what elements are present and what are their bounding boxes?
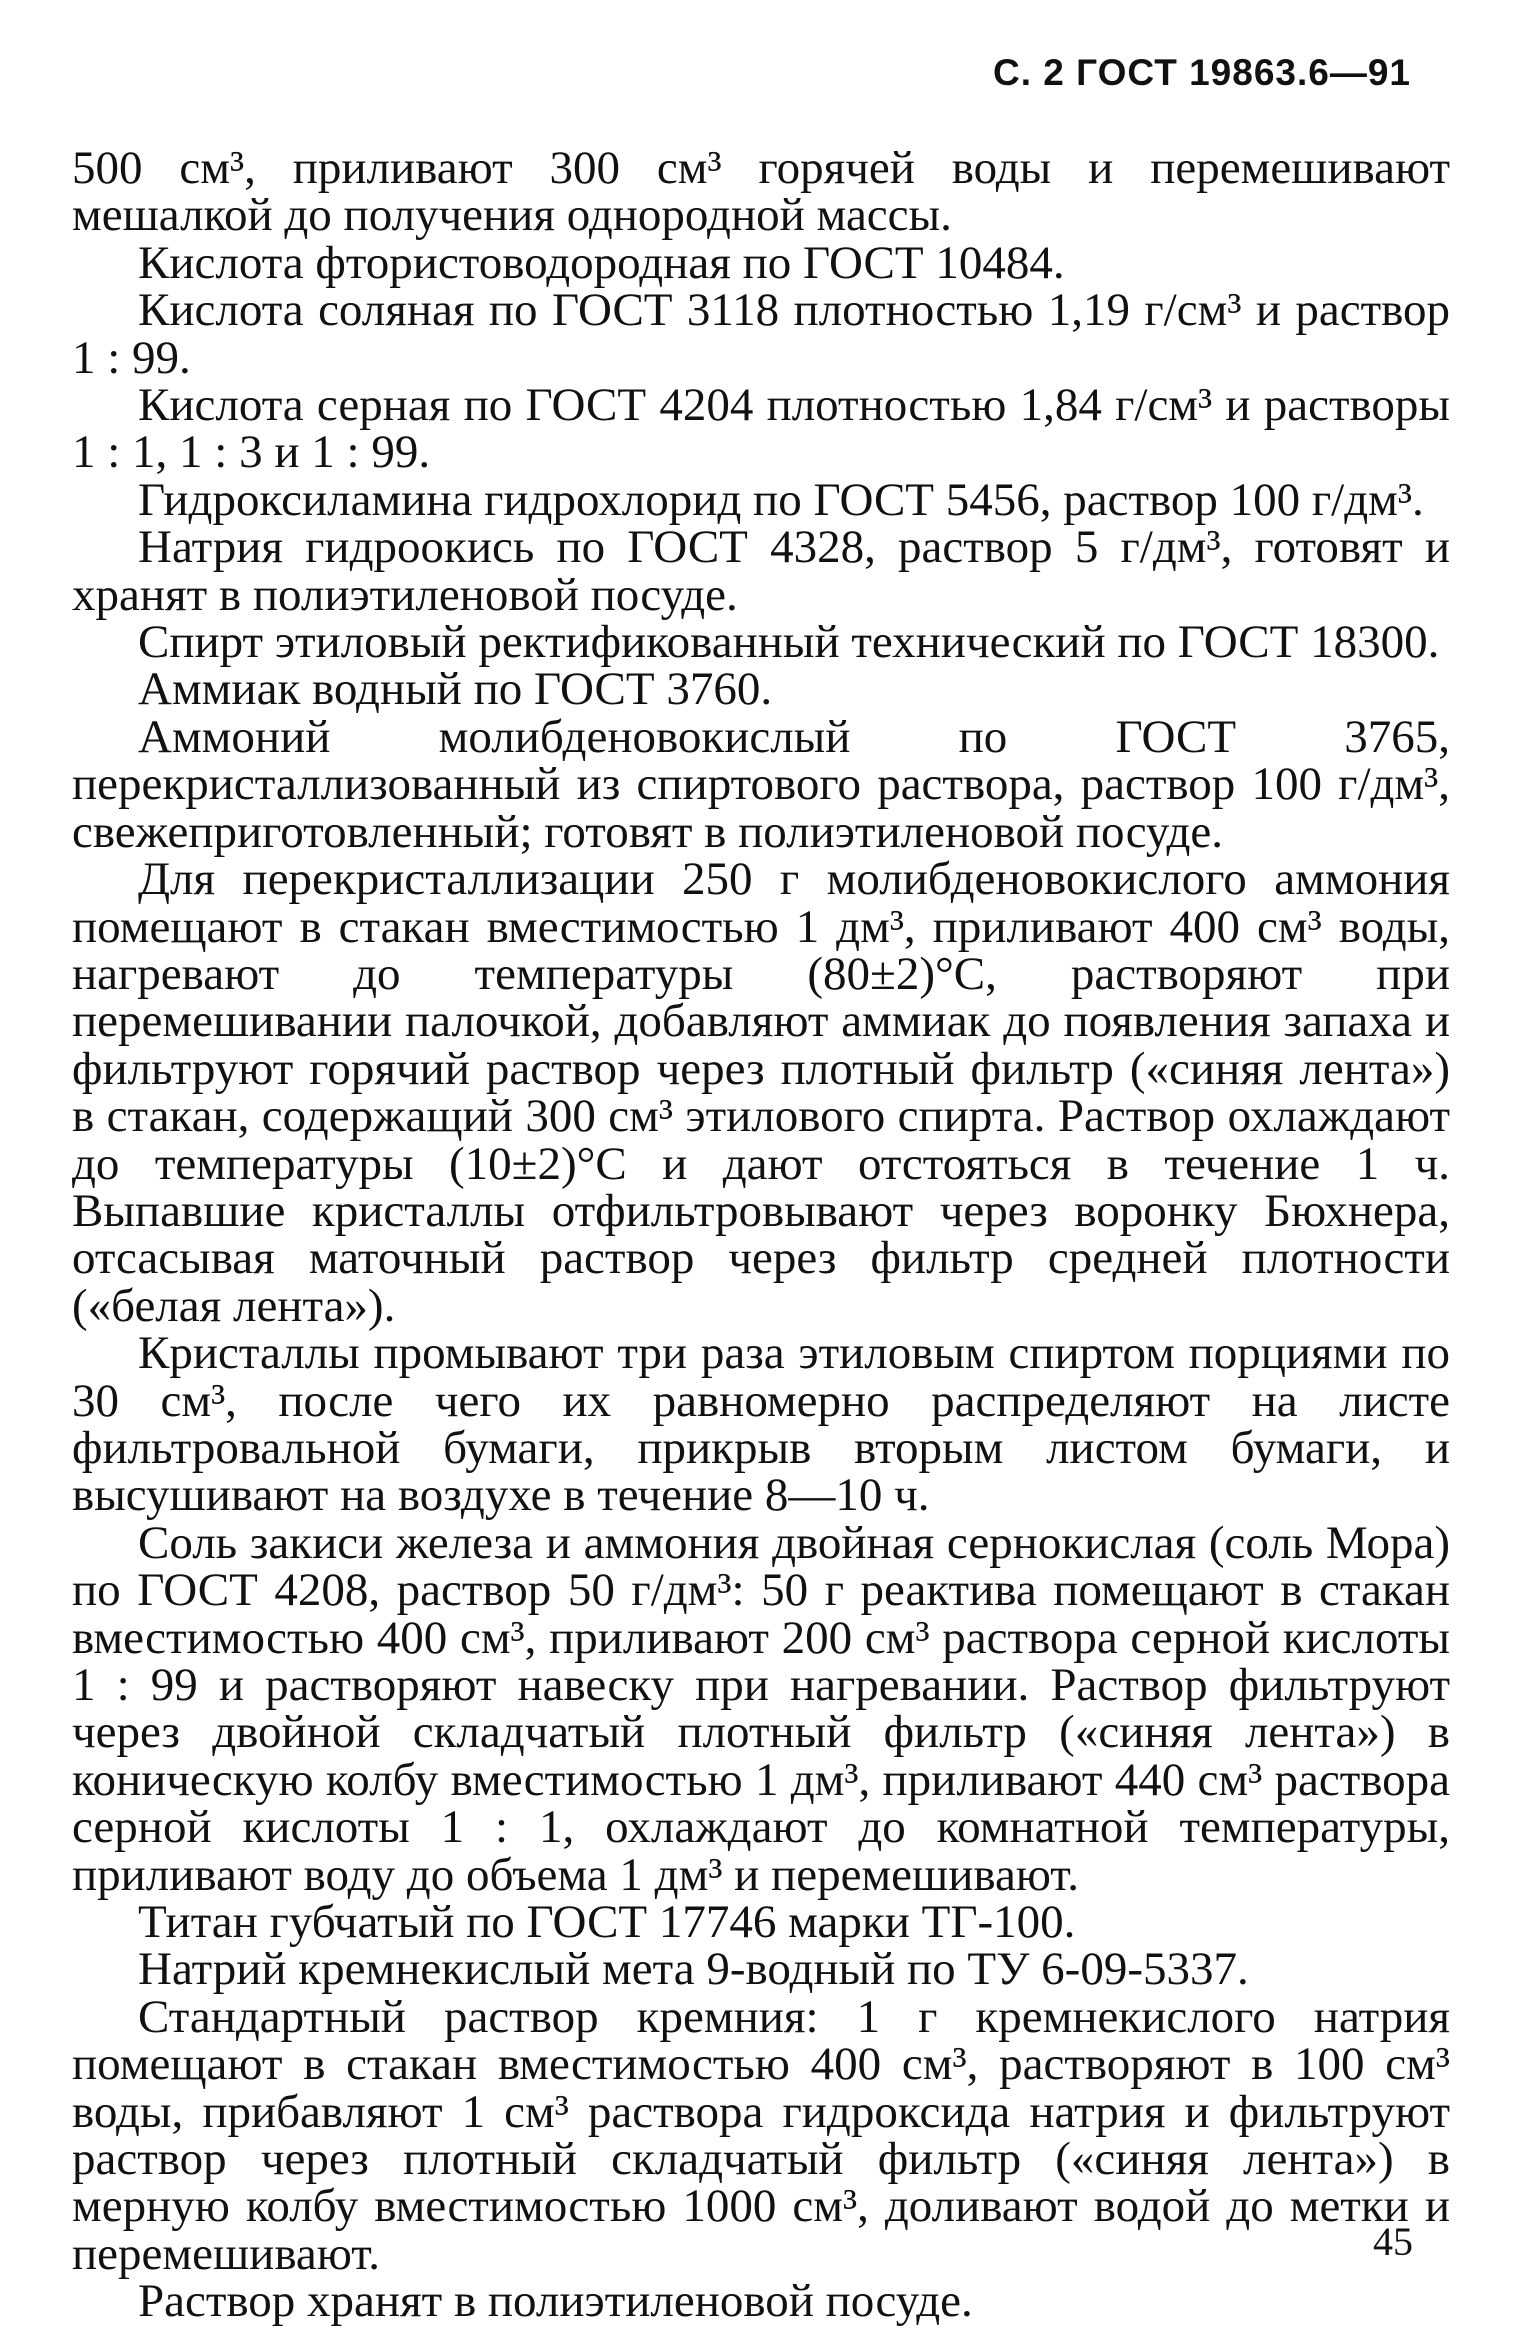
paragraph-silicon-standard-solution: Стандартный раствор кремния: 1 г кремнекислого натрия помещают в стакан вместимостью 400 см³, растворяют в 100 см³ воды, прибавляют 1 см³ раствора гидроксида натрия и фильтруют раствор через плотный складчатый фильтр («синяя лента») в мерную колбу вместимостью 1000 см³, доливают водой до метки и перемешивают. <box>72 1990 1450 2280</box>
paragraph-recrystallization: Для перекристаллизации 250 г молибденовокислого аммония помещают в стакан вместимостью 1 дм³, приливают 400 см³ воды, нагревают до температуры (80±2)°С, растворяют при перемешивании палочкой, добавляют аммиак до появления запаха и фильтруют горячий раствор через плотный фильтр («синяя лента») в стакан, содержащий 300 см³ этилового спирта. Раствор охлаждают до температуры (10±2)°С и дают отстояться в течение 1 ч. Выпавшие кристаллы отфильтровывают через воронку Бюхнера, отсасывая маточный раствор через фильтр средней плотности («белая лента»). <box>72 853 1450 1332</box>
page-number: 45 <box>1373 2219 1413 2264</box>
paragraph-hydrofluoric-acid: Кислота фтористоводородная по ГОСТ 10484. <box>138 236 1065 289</box>
paragraph-hydroxylamine: Гидроксиламина гидрохлорид по ГОСТ 5456, раствор 100 г/дм³. <box>138 473 1424 526</box>
paragraph-storage: Раствор хранят в полиэтиленовой посуде. <box>138 2275 973 2328</box>
body-text <box>72 142 1450 2328</box>
paragraph-hydrochloric-acid: Кислота соляная по ГОСТ 3118 плотностью 1,19 г/см³ и раствор 1 : 99. <box>72 284 1450 384</box>
paragraph-mohr-salt: Соль закиси железа и аммония двойная сернокислая (соль Мора) по ГОСТ 4208, раствор 50 г/дм³: 50 г реактива помещают в стакан вместимостью 400 см³, приливают 200 см³ раствора серной кислоты 1 : 99 и растворяют навеску при нагревании. Раствор фильтруют через двойной складчатый плотный фильтр («синяя лента») в коническую колбу вместимостью 1 дм³, приливают 440 см³ раствора серной кислоты 1 : 1, охлаждают до комнатной температуры, приливают воду до объема 1 дм³ и перемешивают. <box>72 1516 1450 1901</box>
paragraph-sodium-hydroxide: Натрия гидроокись по ГОСТ 4328, раствор 5 г/дм³, готовят и хранят в полиэтиленовой посуде. <box>72 521 1450 621</box>
paragraph-crystals-washing: Кристаллы промывают три раза этиловым спиртом порциями по 30 см³, после чего их равномерно распределяют на листе фильтровальной бумаги, прикрыв вторым листом бумаги, и высушивают на воздухе в течение 8—10 ч. <box>72 1327 1450 1522</box>
running-header: С. 2 ГОСТ 19863.6—91 <box>993 52 1411 93</box>
paragraph-continuation: 500 см³, приливают 300 см³ горячей воды и перемешивают мешалкой до получения однородной массы. <box>72 142 1450 242</box>
paragraph-sulfuric-acid: Кислота серная по ГОСТ 4204 плотностью 1,84 г/см³ и растворы 1 : 1, 1 : 3 и 1 : 99. <box>72 379 1450 479</box>
paragraph-titanium-sponge: Титан губчатый по ГОСТ 17746 марки ТГ-100. <box>138 1896 1076 1949</box>
paragraph-ethyl-alcohol: Спирт этиловый ректификованный технический по ГОСТ 18300. <box>138 616 1440 669</box>
paragraph-ammonia: Аммиак водный по ГОСТ 3760. <box>138 663 773 716</box>
paragraph-sodium-metasilicate: Натрий кремнекислый мета 9-водный по ТУ 6-09-5337. <box>138 1943 1249 1996</box>
paragraph-ammonium-molybdate: Аммоний молибденовокислый по ГОСТ 3765, перекристаллизованный из спиртового раствора, раствор 100 г/дм³, свежеприготовленный; готовят в полиэтиленовой посуде. <box>72 710 1450 858</box>
